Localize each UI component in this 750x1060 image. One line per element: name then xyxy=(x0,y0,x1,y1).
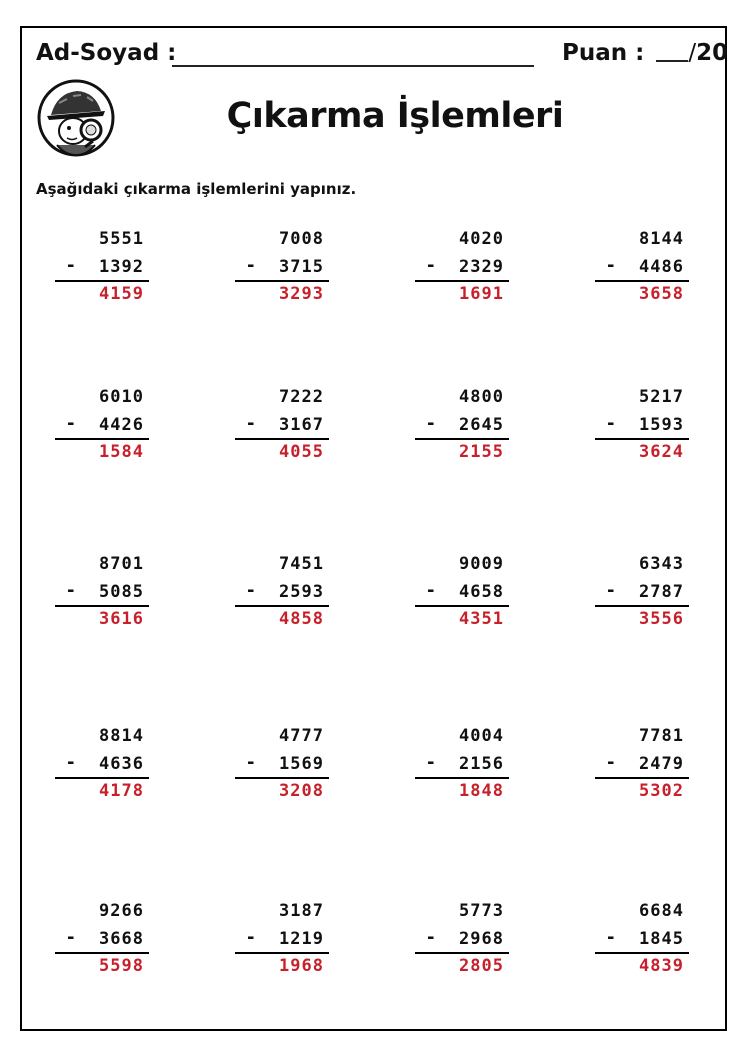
minuend: 7222 xyxy=(279,387,324,407)
minuend: 8814 xyxy=(99,726,144,746)
minus-sign: - xyxy=(247,580,255,601)
minus-sign: - xyxy=(607,255,615,276)
answer: 4178 xyxy=(99,781,144,801)
answer: 3293 xyxy=(279,284,324,304)
subtraction-problem xyxy=(55,726,151,801)
subtraction-problem xyxy=(595,726,691,801)
subtraction-problem xyxy=(415,554,511,629)
minus-sign: - xyxy=(427,255,435,276)
subtraction-problem xyxy=(55,229,151,304)
minus-sign: - xyxy=(427,413,435,434)
name-label: Ad-Soyad : xyxy=(36,40,177,66)
subtraction-problem xyxy=(235,387,331,462)
minuend: 6010 xyxy=(99,387,144,407)
answer: 2155 xyxy=(459,442,504,462)
answer: 4055 xyxy=(279,442,324,462)
minus-sign: - xyxy=(67,927,75,948)
subtrahend: 1593 xyxy=(639,415,684,435)
answer-rule xyxy=(595,777,689,779)
page-title: Çıkarma İşlemleri xyxy=(226,96,564,136)
name-blank-line[interactable] xyxy=(172,65,534,67)
answer-rule xyxy=(595,605,689,607)
minus-sign: - xyxy=(607,413,615,434)
minus-sign: - xyxy=(427,927,435,948)
minuend: 5217 xyxy=(639,387,684,407)
answer: 4858 xyxy=(279,609,324,629)
subtraction-problem xyxy=(415,229,511,304)
answer: 1968 xyxy=(279,956,324,976)
answer-rule xyxy=(55,605,149,607)
minuend: 7781 xyxy=(639,726,684,746)
score-total: 20 xyxy=(696,40,729,66)
subtraction-problem xyxy=(415,901,511,976)
answer: 3658 xyxy=(639,284,684,304)
subtraction-problem xyxy=(595,229,691,304)
subtrahend: 4486 xyxy=(639,257,684,277)
subtraction-problem xyxy=(55,901,151,976)
answer: 4159 xyxy=(99,284,144,304)
minus-sign: - xyxy=(247,752,255,773)
answer: 5598 xyxy=(99,956,144,976)
answer: 4351 xyxy=(459,609,504,629)
answer: 3616 xyxy=(99,609,144,629)
answer-rule xyxy=(235,605,329,607)
answer: 5302 xyxy=(639,781,684,801)
minus-sign: - xyxy=(67,255,75,276)
score-slash: / xyxy=(688,40,697,66)
subtraction-problem xyxy=(55,387,151,462)
answer-rule xyxy=(595,952,689,954)
minus-sign: - xyxy=(247,927,255,948)
answer-rule xyxy=(55,438,149,440)
answer-rule xyxy=(415,777,509,779)
minus-sign: - xyxy=(67,752,75,773)
instruction-text: Aşağıdaki çıkarma işlemlerini yapınız. xyxy=(36,180,357,198)
minus-sign: - xyxy=(607,580,615,601)
minus-sign: - xyxy=(607,752,615,773)
subtrahend: 2593 xyxy=(279,582,324,602)
worksheet-border xyxy=(20,26,727,1031)
answer-rule xyxy=(415,605,509,607)
minus-sign: - xyxy=(607,927,615,948)
subtrahend: 1219 xyxy=(279,929,324,949)
answer: 2805 xyxy=(459,956,504,976)
subtraction-problem xyxy=(415,387,511,462)
answer: 3208 xyxy=(279,781,324,801)
subtrahend: 1392 xyxy=(99,257,144,277)
subtraction-problem xyxy=(415,726,511,801)
score-blank[interactable] xyxy=(656,60,688,62)
minuend: 9266 xyxy=(99,901,144,921)
subtrahend: 1845 xyxy=(639,929,684,949)
minuend: 5773 xyxy=(459,901,504,921)
minuend: 8144 xyxy=(639,229,684,249)
subtrahend: 4636 xyxy=(99,754,144,774)
minuend: 4777 xyxy=(279,726,324,746)
answer: 3624 xyxy=(639,442,684,462)
subtrahend: 3668 xyxy=(99,929,144,949)
subtrahend: 1569 xyxy=(279,754,324,774)
minus-sign: - xyxy=(247,413,255,434)
subtrahend: 4658 xyxy=(459,582,504,602)
subtraction-problem xyxy=(595,901,691,976)
minus-sign: - xyxy=(427,752,435,773)
minuend: 7451 xyxy=(279,554,324,574)
answer: 1584 xyxy=(99,442,144,462)
minus-sign: - xyxy=(67,413,75,434)
subtraction-problem xyxy=(235,554,331,629)
subtrahend: 4426 xyxy=(99,415,144,435)
answer-rule xyxy=(235,280,329,282)
subtrahend: 2156 xyxy=(459,754,504,774)
minuend: 5551 xyxy=(99,229,144,249)
subtraction-problem xyxy=(595,387,691,462)
answer: 1691 xyxy=(459,284,504,304)
detective-with-magnifier-icon xyxy=(37,75,115,161)
score-label: Puan : xyxy=(562,40,645,66)
minuend: 6684 xyxy=(639,901,684,921)
answer-rule xyxy=(55,280,149,282)
subtraction-problem xyxy=(235,229,331,304)
subtrahend: 2968 xyxy=(459,929,504,949)
subtrahend: 2329 xyxy=(459,257,504,277)
minuend: 9009 xyxy=(459,554,504,574)
subtrahend: 3715 xyxy=(279,257,324,277)
subtrahend: 2787 xyxy=(639,582,684,602)
answer-rule xyxy=(235,952,329,954)
minuend: 8701 xyxy=(99,554,144,574)
subtrahend: 2479 xyxy=(639,754,684,774)
answer-rule xyxy=(415,280,509,282)
subtraction-problem xyxy=(595,554,691,629)
minus-sign: - xyxy=(427,580,435,601)
answer-rule xyxy=(55,952,149,954)
minus-sign: - xyxy=(67,580,75,601)
subtrahend: 5085 xyxy=(99,582,144,602)
minus-sign: - xyxy=(247,255,255,276)
subtraction-problem xyxy=(235,726,331,801)
answer: 3556 xyxy=(639,609,684,629)
answer-rule xyxy=(415,438,509,440)
subtrahend: 2645 xyxy=(459,415,504,435)
minuend: 4020 xyxy=(459,229,504,249)
minuend: 7008 xyxy=(279,229,324,249)
answer-rule xyxy=(595,438,689,440)
subtraction-problem xyxy=(235,901,331,976)
minuend: 4800 xyxy=(459,387,504,407)
answer-rule xyxy=(595,280,689,282)
answer-rule xyxy=(415,952,509,954)
minuend: 4004 xyxy=(459,726,504,746)
minuend: 3187 xyxy=(279,901,324,921)
answer-rule xyxy=(55,777,149,779)
answer: 1848 xyxy=(459,781,504,801)
answer: 4839 xyxy=(639,956,684,976)
minuend: 6343 xyxy=(639,554,684,574)
subtraction-problem xyxy=(55,554,151,629)
answer-rule xyxy=(235,438,329,440)
subtrahend: 3167 xyxy=(279,415,324,435)
answer-rule xyxy=(235,777,329,779)
score-field xyxy=(562,40,728,66)
